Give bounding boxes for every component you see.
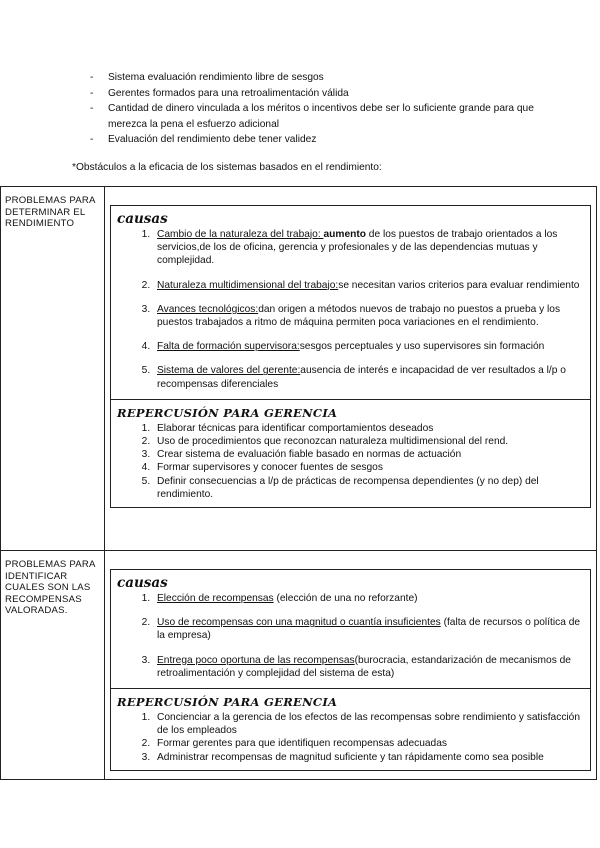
repercussion-title: REPERCUSIÓN PARA GERENCIA <box>117 695 338 710</box>
problem-label: PROBLEMAS PARA DETERMINAR EL RENDIMIENTO <box>1 187 105 551</box>
list-item: 2. Uso de procedimientos que reconozcan naturaleza multidimensional del rend. <box>153 435 584 448</box>
causes-title: causas <box>117 575 168 591</box>
list-item: 3. Administrar recompensas de magnitud suficiente y tan rápidamente como sea posible <box>153 751 584 764</box>
list-item <box>153 364 584 390</box>
cause-text: (elección de una no reforzante) <box>273 593 418 604</box>
table-row <box>1 187 597 551</box>
intro-bullet-list <box>88 70 548 148</box>
problem-detail <box>105 551 597 780</box>
list-item <box>153 592 584 605</box>
cause-text: ausencia de interés e incapacidad de ver resultados a l/p o recompensas diferenciales <box>157 365 566 390</box>
list-item <box>153 616 584 642</box>
list-item: 4. Formar supervisores y conocer fuentes de sesgos <box>153 461 584 474</box>
list-item: 5. Definir consecuencias a l/p de prácticas de recompensa dependientes (y no dep) del rendimiento. <box>153 475 584 501</box>
causes-title: causas <box>117 211 168 227</box>
list-item <box>153 303 584 329</box>
cause-title: Uso de recompensas con una magnitud o cuantía insuficientes <box>157 617 441 629</box>
table-row <box>1 551 597 780</box>
list-item: - Sistema evaluación rendimiento libre de sesgos <box>88 70 548 86</box>
problem-label: PROBLEMAS PARA IDENTIFICAR CUALES SON LAS RECOMPENSAS VALORADAS. <box>1 551 105 780</box>
cause-text: (burocracia, estandarización de mecanismos de retroalimentación y complejidad del sistema de esta) <box>157 654 571 679</box>
list-item: - Gerentes formados para una retroalimentación válida <box>88 86 548 102</box>
repercussion-box <box>110 400 591 508</box>
list-item <box>153 228 584 268</box>
problem-detail <box>105 187 597 551</box>
cause-title: Sistema de valores del gerente: <box>157 365 301 377</box>
cause-title: Cambio de la naturaleza del trabajo: <box>157 229 324 240</box>
list-item: 3. Crear sistema de evaluación fiable basado en normas de actuación <box>153 448 584 461</box>
list-item <box>153 340 584 353</box>
causes-box <box>110 205 591 400</box>
cause-text: de los puestos de trabajo orientados a los servicios,de los de oficina, gerencia y profesionales y de las dependencias mutuas y complejidad. <box>157 229 558 267</box>
cause-text: sesgos perceptuales y uso supervisores sin formación <box>299 341 545 353</box>
list-item: 1. Concienciar a la gerencia de los efectos de las recompensas sobre rendimiento y satisfacción de los empleados <box>153 711 584 737</box>
repercussion-list <box>117 422 584 501</box>
cause-title: Naturaleza multidimensional del trabajo: <box>157 279 339 291</box>
list-item <box>153 279 584 292</box>
causes-box <box>110 569 591 689</box>
list-item: 2. Formar gerentes para que identifiquen recompensas adecuadas <box>153 737 584 750</box>
list-item: 1. Elaborar técnicas para identificar comportamientos deseados <box>153 422 584 435</box>
repercussion-title: REPERCUSIÓN PARA GERENCIA <box>117 405 338 420</box>
cause-title: Elección de recompensas <box>157 593 274 604</box>
cause-text: se necesitan varios criterios para evaluar rendimiento <box>338 279 580 291</box>
list-item: - Evaluación del rendimiento debe tener validez <box>88 132 548 148</box>
cause-emphasis: aumento <box>323 229 366 240</box>
cause-title: Avances tecnológicos: <box>157 303 259 315</box>
repercussion-box <box>110 689 591 771</box>
cause-text: dan origen a métodos nuevos de trabajo no puestos a prueba y los puestos trabajados a ritmo de máquina permiten poca variaciones en el rendimiento. <box>157 303 561 329</box>
cause-title: Entrega poco oportuna de las recompensas <box>157 654 355 666</box>
cause-title: Falta de formación supervisora: <box>157 341 300 353</box>
cause-text: (falta de recursos o política de la empresa) <box>157 617 581 642</box>
obstacles-heading: *Obstáculos a la eficacia de los sistemas basados en el rendimiento: <box>72 162 382 173</box>
obstacles-table <box>0 186 597 780</box>
repercussion-list <box>117 711 584 764</box>
list-item <box>153 654 584 680</box>
causes-list <box>117 228 584 391</box>
list-item: - Cantidad de dinero vinculada a los méritos o incentivos debe ser lo suficiente grande para que merezca la pena el esfuerzo adicional <box>88 101 548 132</box>
causes-list <box>117 592 584 680</box>
